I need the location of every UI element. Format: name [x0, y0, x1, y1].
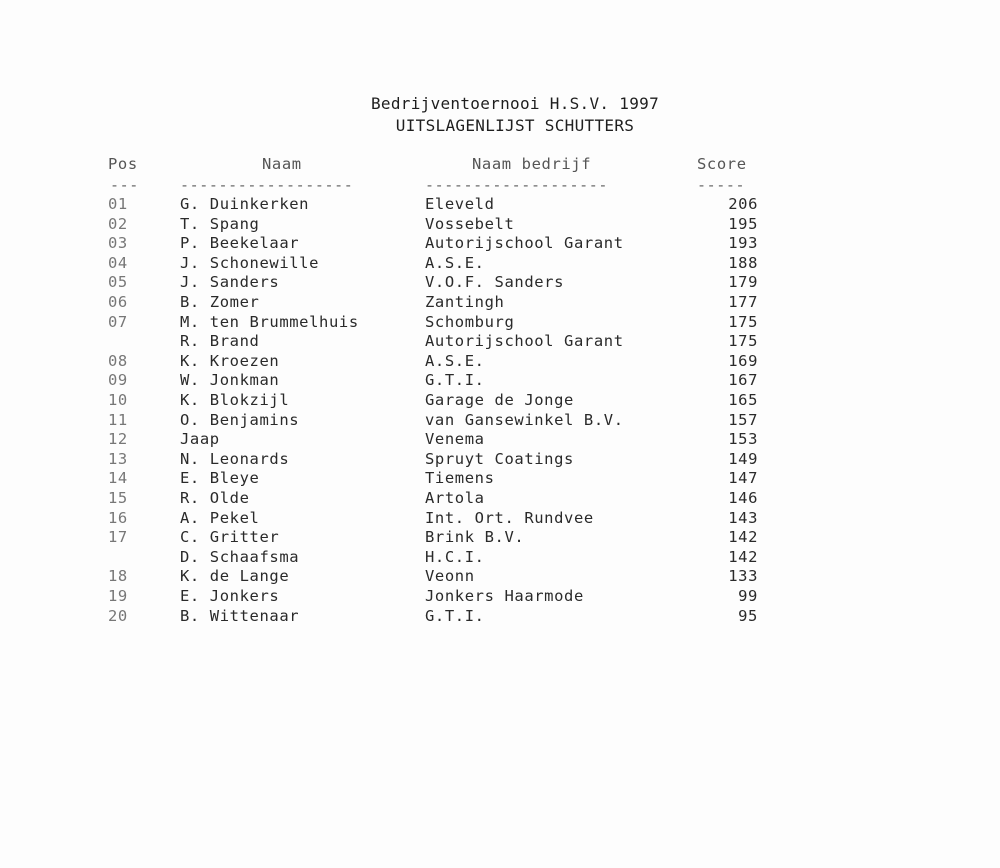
header-score: Score — [697, 155, 747, 173]
underline-pos: --- — [110, 176, 139, 194]
row-pos: 05 — [108, 273, 128, 292]
row-naam: R. Olde — [180, 489, 250, 507]
row-pos: 18 — [108, 567, 128, 586]
row-bedrijf: Artola — [425, 489, 485, 507]
row-bedrijf: H.C.I. — [425, 547, 485, 566]
row-score: 133 — [728, 567, 758, 586]
row-pos: 10 — [108, 391, 128, 409]
row-naam: O. Benjamins — [180, 410, 300, 429]
row-bedrijf: Brink B.V. — [425, 528, 525, 547]
row-score: 95 — [738, 606, 758, 625]
row-pos: 17 — [108, 528, 128, 547]
row-naam: D. Schaafsma — [180, 547, 300, 566]
row-score: 188 — [728, 253, 758, 272]
row-bedrijf: G.T.I. — [425, 606, 485, 625]
row-score: 142 — [728, 528, 758, 547]
row-naam: R. Brand — [180, 332, 260, 351]
row-naam: J. Schonewille — [180, 253, 320, 272]
row-naam: N. Leonards — [180, 449, 290, 468]
table-row — [0, 313, 1000, 333]
row-score: 99 — [738, 587, 758, 605]
table-row — [0, 195, 1000, 215]
row-naam: B. Wittenaar — [180, 606, 300, 625]
row-naam: P. Beekelaar — [180, 234, 300, 253]
row-score: 193 — [728, 234, 758, 253]
row-pos: 09 — [108, 371, 128, 390]
row-naam: G. Duinkerken — [180, 195, 310, 213]
row-bedrijf: A.S.E. — [425, 253, 485, 272]
table-row — [0, 332, 1000, 352]
row-naam: M. ten Brummelhuis — [180, 312, 359, 331]
row-pos: 07 — [108, 312, 128, 331]
underline-score: ----- — [697, 176, 746, 194]
row-bedrijf: Int. Ort. Rundvee — [425, 508, 594, 527]
row-pos: 14 — [108, 469, 128, 488]
table-row — [0, 548, 1000, 568]
row-pos: 13 — [108, 449, 128, 468]
row-score: 179 — [728, 273, 758, 292]
row-bedrijf: Vossebelt — [425, 214, 515, 233]
row-pos: 16 — [108, 508, 128, 527]
table-row — [0, 450, 1000, 470]
row-naam: K. de Lange — [180, 567, 290, 586]
row-score: 169 — [728, 351, 758, 370]
row-bedrijf: V.O.F. Sanders — [425, 273, 565, 292]
row-pos: 02 — [108, 214, 128, 233]
row-naam: B. Zomer — [180, 293, 260, 311]
table-row — [0, 567, 1000, 587]
row-pos: 03 — [108, 234, 128, 253]
row-score: 177 — [728, 293, 758, 311]
table-row — [0, 273, 1000, 293]
table-row — [0, 411, 1000, 431]
table-row — [0, 430, 1000, 450]
document-title: Bedrijventoernooi H.S.V. 1997 — [370, 94, 660, 113]
row-score: 195 — [728, 214, 758, 233]
row-pos: 08 — [108, 351, 128, 370]
row-pos: 12 — [108, 430, 128, 449]
underline-bedrijf: ------------------- — [425, 176, 608, 194]
table-row — [0, 352, 1000, 372]
row-bedrijf: Jonkers Haarmode — [425, 587, 584, 605]
header-pos: Pos — [108, 155, 138, 173]
row-naam: E. Jonkers — [180, 587, 280, 605]
table-row — [0, 254, 1000, 274]
row-score: 147 — [728, 469, 758, 488]
row-bedrijf: Tiemens — [425, 469, 495, 488]
table-row — [0, 234, 1000, 254]
row-score: 143 — [728, 508, 758, 527]
row-pos: 04 — [108, 253, 128, 272]
underline-naam: ------------------ — [180, 176, 354, 194]
row-pos: 20 — [108, 606, 128, 625]
row-score: 206 — [728, 195, 758, 213]
row-score: 167 — [728, 371, 758, 390]
row-bedrijf: G.T.I. — [425, 371, 485, 390]
row-score: 153 — [728, 430, 758, 449]
row-naam: A. Pekel — [180, 508, 260, 527]
row-pos: 19 — [108, 587, 128, 605]
row-score: 146 — [728, 489, 758, 507]
row-naam: K. Blokzijl — [180, 391, 290, 409]
table-row — [0, 587, 1000, 607]
table-row — [0, 528, 1000, 548]
row-bedrijf: A.S.E. — [425, 351, 485, 370]
row-score: 175 — [728, 332, 758, 351]
row-bedrijf: Venema — [425, 430, 485, 449]
row-bedrijf: Zantingh — [425, 293, 505, 311]
row-bedrijf: Autorijschool Garant — [425, 234, 624, 253]
row-pos: 06 — [108, 293, 128, 311]
table-row — [0, 391, 1000, 411]
row-naam: Jaap — [180, 430, 220, 449]
table-row — [0, 215, 1000, 235]
row-pos: 11 — [108, 410, 128, 429]
header-bedrijf: Naam bedrijf — [472, 155, 592, 173]
table-row — [0, 607, 1000, 627]
table-row — [0, 509, 1000, 529]
row-score: 165 — [728, 391, 758, 409]
row-bedrijf: Autorijschool Garant — [425, 332, 624, 351]
row-bedrijf: Garage de Jonge — [425, 391, 574, 409]
row-naam: W. Jonkman — [180, 371, 280, 390]
row-bedrijf: Spruyt Coatings — [425, 449, 574, 468]
row-naam: E. Bleye — [180, 469, 260, 488]
table-row — [0, 293, 1000, 313]
header-naam: Naam — [262, 155, 302, 173]
row-naam: K. Kroezen — [180, 351, 280, 370]
row-score: 157 — [728, 410, 758, 429]
row-score: 149 — [728, 449, 758, 468]
table-row — [0, 371, 1000, 391]
row-bedrijf: van Gansewinkel B.V. — [425, 410, 624, 429]
row-score: 142 — [728, 547, 758, 566]
row-naam: C. Gritter — [180, 528, 280, 547]
row-bedrijf: Eleveld — [425, 195, 495, 213]
row-bedrijf: Schomburg — [425, 312, 515, 331]
table-row — [0, 469, 1000, 489]
row-naam: J. Sanders — [180, 273, 280, 292]
row-pos: 15 — [108, 489, 128, 507]
row-pos: 01 — [108, 195, 128, 213]
table-row — [0, 489, 1000, 509]
row-naam: T. Spang — [180, 214, 260, 233]
row-score: 175 — [728, 312, 758, 331]
row-bedrijf: Veonn — [425, 567, 475, 586]
document-subtitle: UITSLAGENLIJST SCHUTTERS — [395, 116, 635, 135]
